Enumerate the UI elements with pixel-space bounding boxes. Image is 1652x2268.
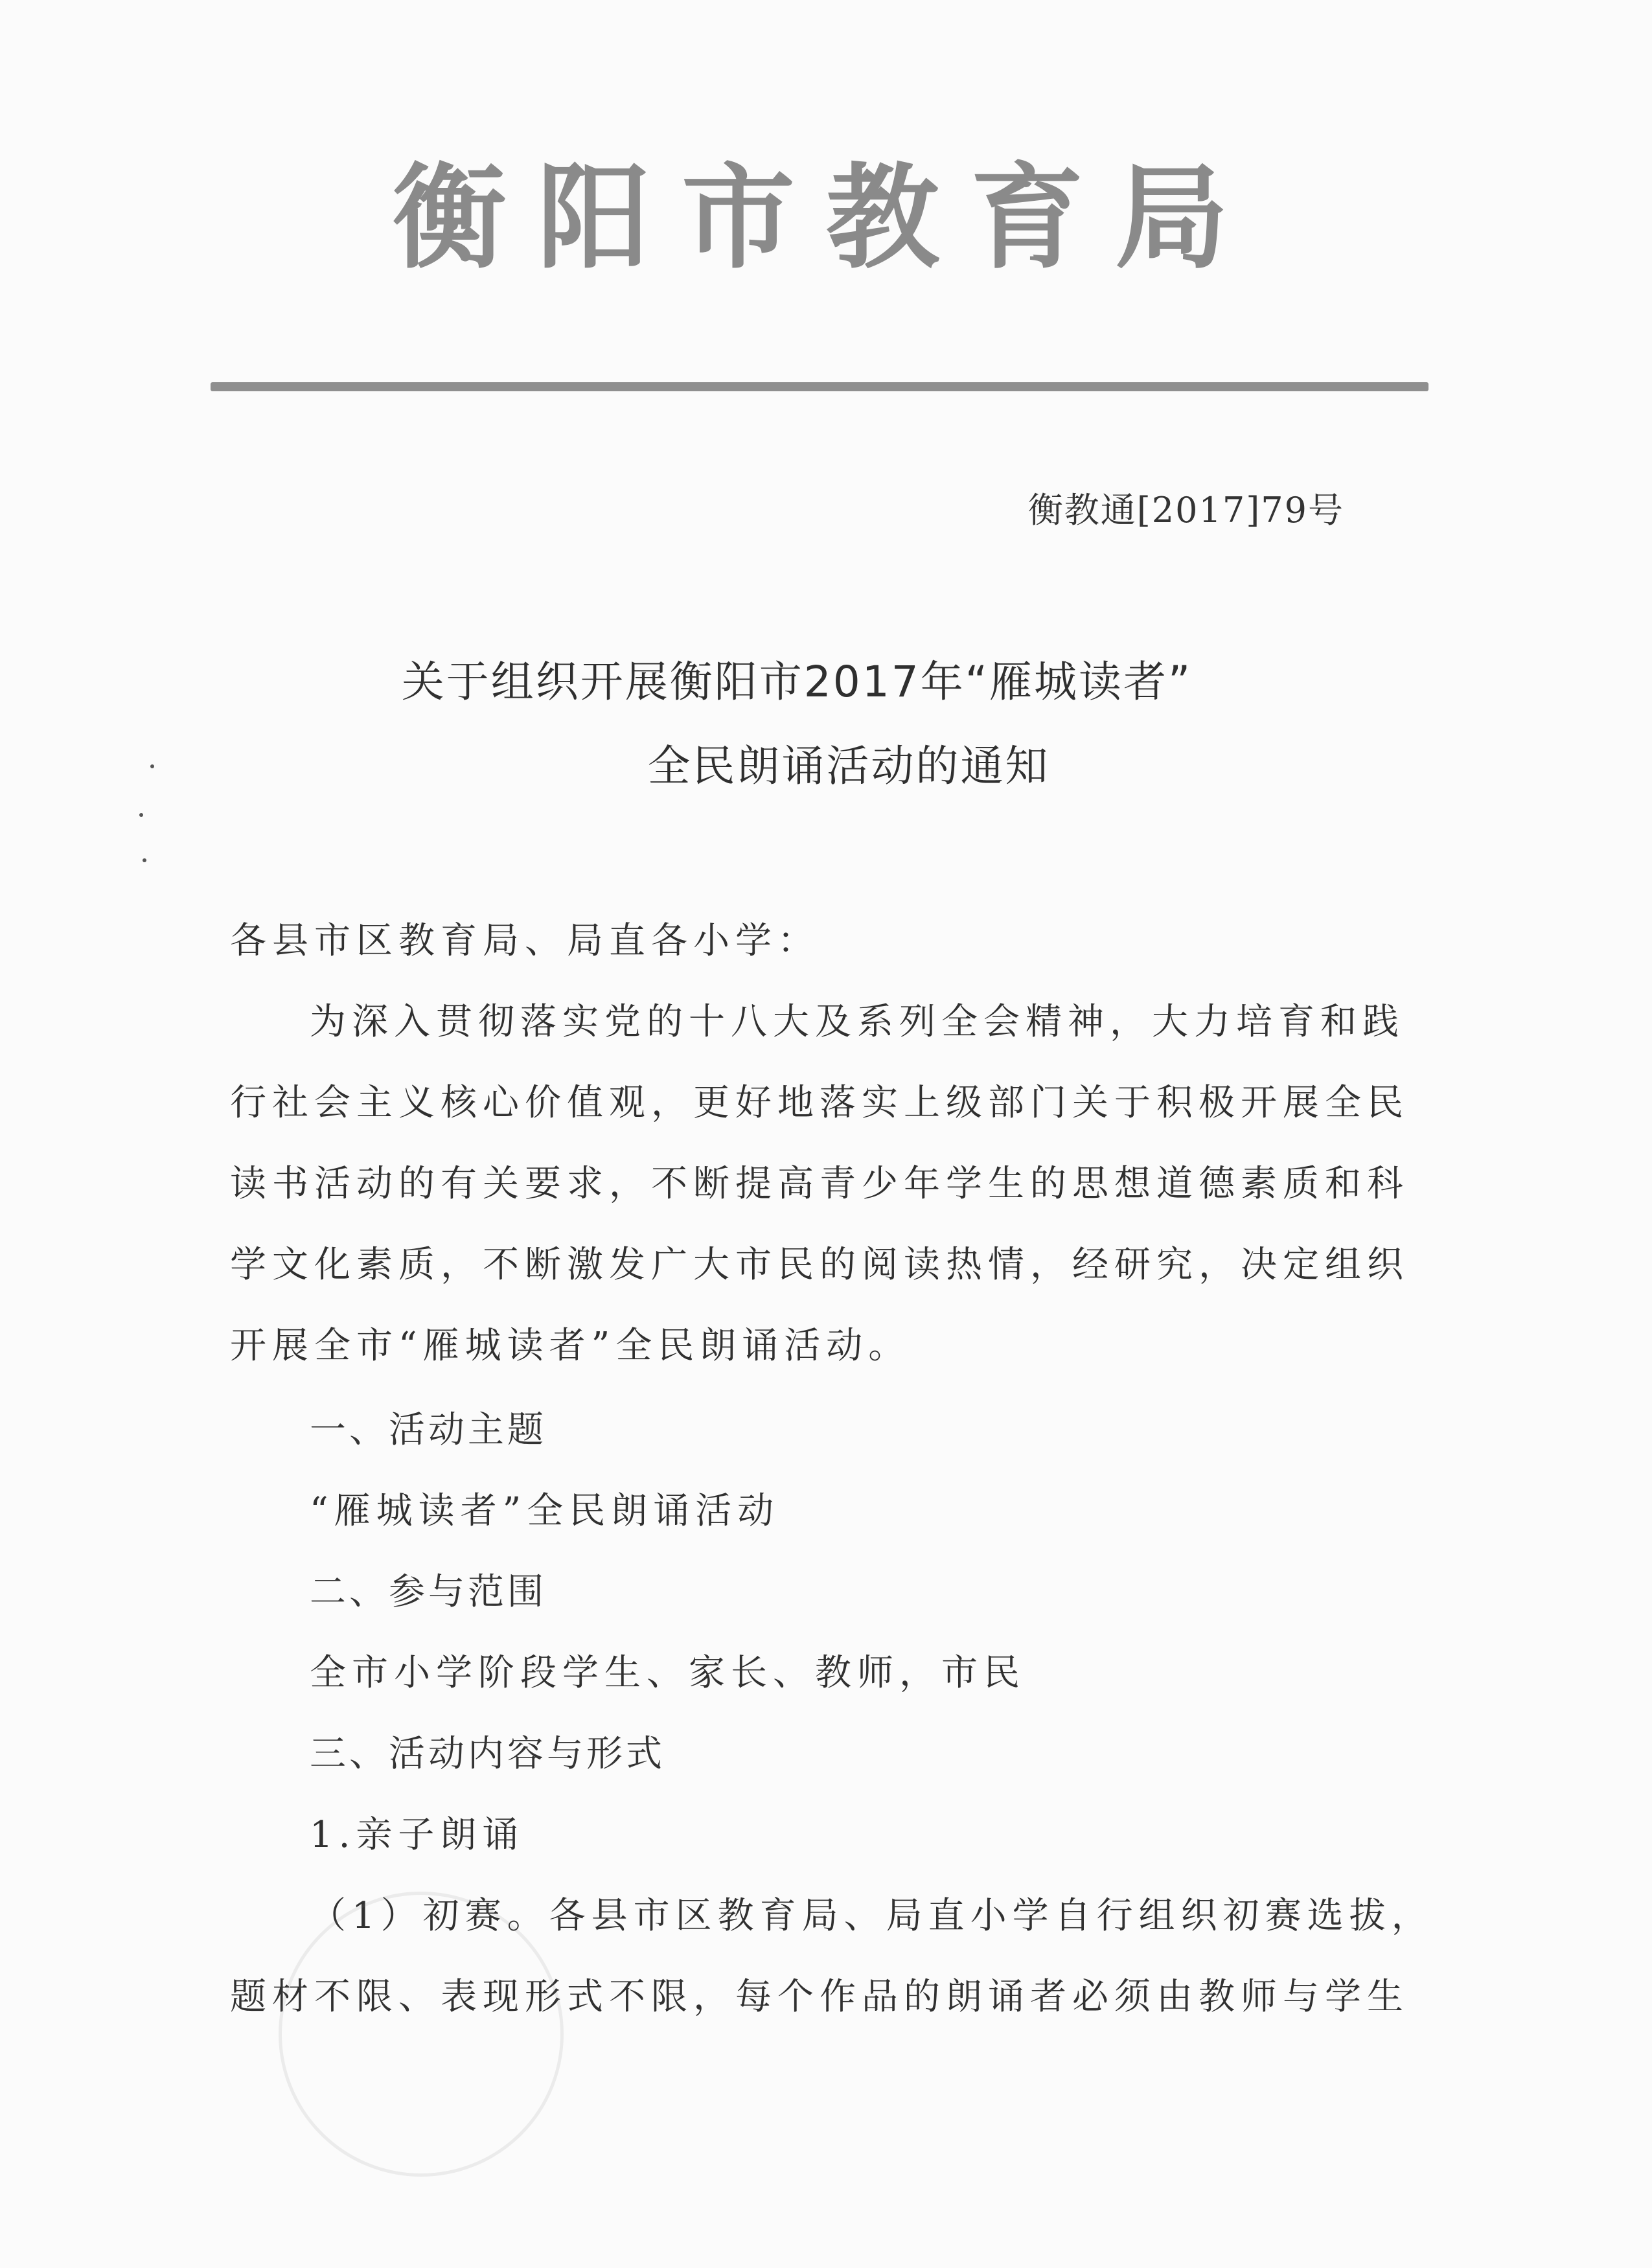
- intro-line: 学文化素质，不断激发广大市民的阅读热情，经研究，决定组织: [230, 1244, 1409, 1286]
- intro-line: 读书活动的有关要求，不断提高青少年学生的思想道德素质和科: [230, 1163, 1409, 1205]
- section-2-heading: 二、参与范围: [310, 1571, 547, 1613]
- document-number: 衡教通[2017]79号: [1027, 490, 1344, 531]
- binding-hole-mark: [139, 813, 143, 817]
- section-3-paragraph-line: （1）初赛。各县市区教育局、局直小学自行组织初赛选拔，: [310, 1895, 1434, 1937]
- intro-line: 开展全市“雁城读者”全民朗诵活动。: [230, 1325, 911, 1367]
- salutation: 各县市区教育局、局直各小学：: [230, 920, 820, 962]
- section-3-heading: 三、活动内容与形式: [310, 1733, 665, 1775]
- section-2-content: 全市小学阶段学生、家长、教师，市民: [310, 1652, 1026, 1694]
- letterhead-org-name: 衡阳市教育局: [393, 153, 1259, 284]
- binding-hole-mark: [143, 858, 146, 862]
- binding-hole-mark: [150, 764, 154, 768]
- intro-line: 行社会主义核心价值观，更好地落实上级部门关于积极开展全民: [230, 1082, 1409, 1124]
- section-3-paragraph-line: 题材不限、表现形式不限，每个作品的朗诵者必须由教师与学生: [230, 1976, 1409, 2018]
- intro-line: 为深入贯彻落实党的十八大及系列全会精神，大力培育和践: [310, 1001, 1405, 1043]
- title-line-1: 关于组织开展衡阳市2017年“雁城读者”: [401, 657, 1193, 707]
- section-1-content: “雁城读者”全民朗诵活动: [310, 1490, 780, 1532]
- letterhead-divider: [211, 382, 1428, 391]
- faint-seal-bleedthrough: [279, 1892, 564, 2177]
- section-3-subheading: 1.亲子朗诵: [310, 1814, 525, 1856]
- title-line-2: 全民朗诵活动的通知: [647, 741, 1050, 791]
- section-1-heading: 一、活动主题: [310, 1409, 547, 1451]
